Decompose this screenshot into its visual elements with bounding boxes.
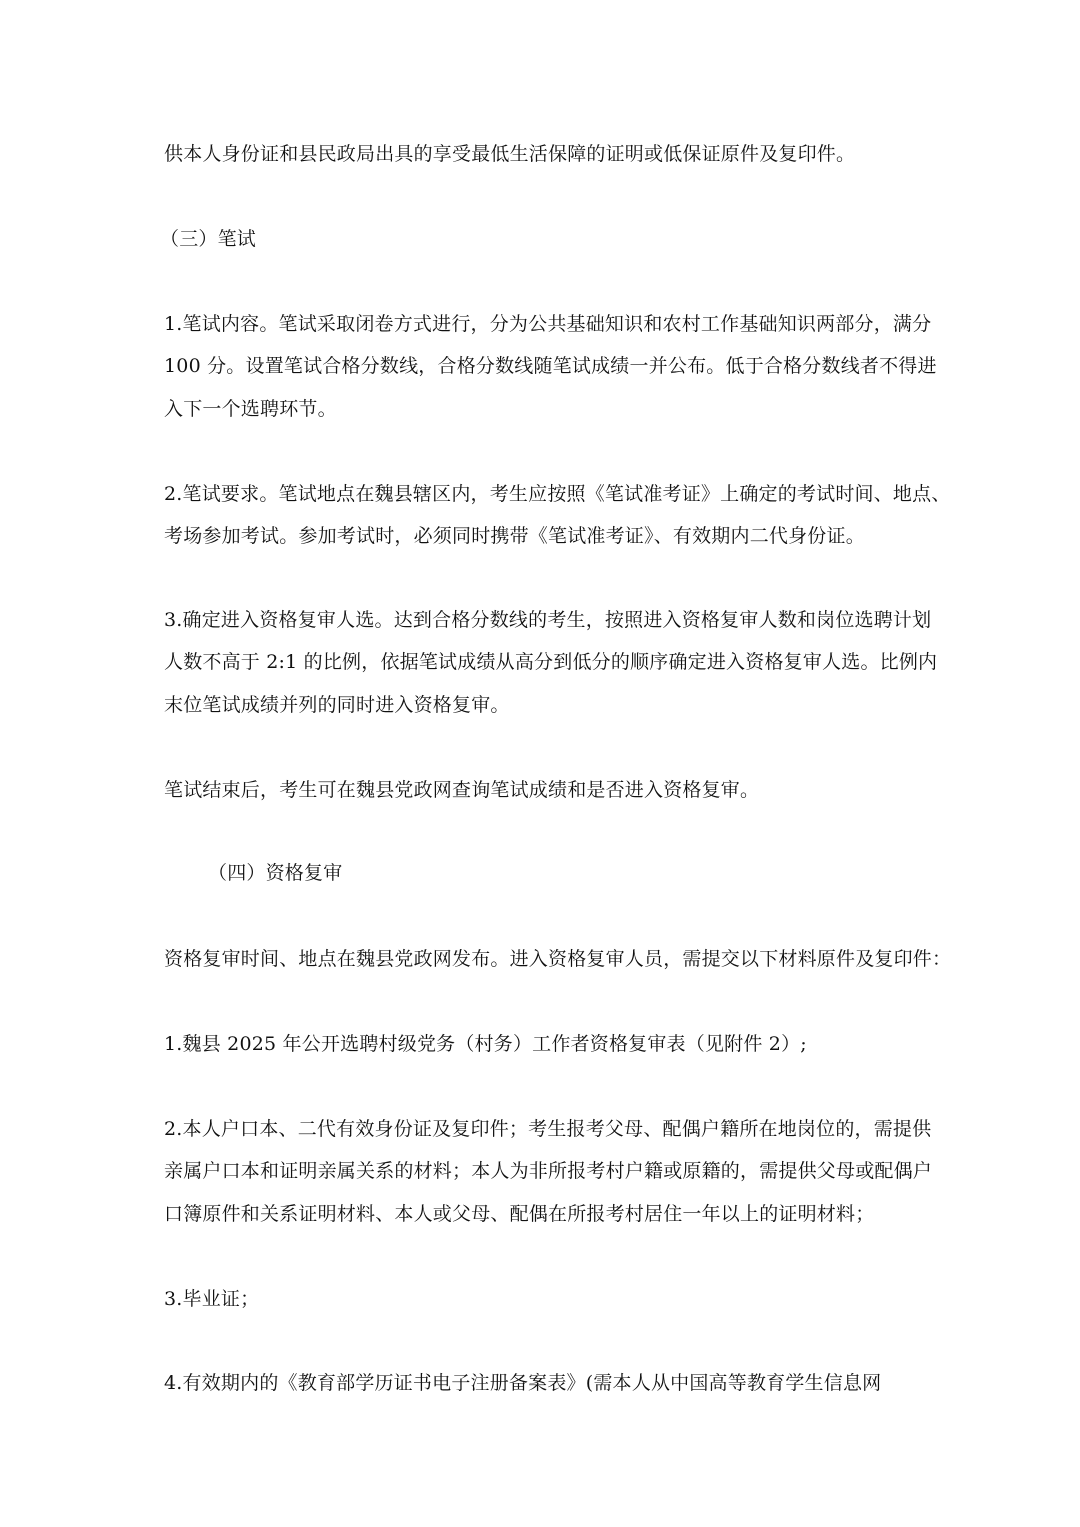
- paragraph-1-line-1: 1.笔试内容。笔试采取闭卷方式进行，分为公共基础知识和农村工作基础知识两部分，满分: [164, 313, 932, 335]
- paragraph-3-line-1: 3.确定进入资格复审人选。达到合格分数线的考生，按照进入资格复审人数和岗位选聘计划: [164, 609, 932, 631]
- list-item-1: 1.魏县 2025 年公开选聘村级党务（村务）工作者资格复审表（见附件 2）;: [164, 1033, 807, 1055]
- paragraph-3-line-2: 人数不高于 2:1 的比例，依据笔试成绩从高分到低分的顺序确定进入资格复审人选。比例内: [164, 651, 938, 673]
- list-item-2-line-1: 2.本人户口本、二代有效身份证及复印件；考生报考父母、配偶户籍所在地岗位的，需提供: [164, 1118, 932, 1140]
- paragraph-2-line-2: 考场参加考试。参加考试时，必须同时携带《笔试准考证》、有效期内二代身份证。: [164, 525, 865, 547]
- paragraph-3-line-3: 末位笔试成绩并列的同时进入资格复审。: [164, 694, 510, 716]
- list-item-3: 3.毕业证；: [164, 1288, 260, 1310]
- intro-text: 供本人身份证和县民政局出具的享受最低生活保障的证明或低保证原件及复印件。: [164, 143, 856, 165]
- paragraph-4: 笔试结束后，考生可在魏县党政网查询笔试成绩和是否进入资格复审。: [164, 779, 760, 801]
- list-item-2-line-2: 亲属户口本和证明亲属关系的材料；本人为非所报考村户籍或原籍的，需提供父母或配偶户: [164, 1160, 933, 1182]
- paragraph-1-line-2: 100 分。设置笔试合格分数线，合格分数线随笔试成绩一并公布。低于合格分数线者不得进: [164, 355, 937, 377]
- section-4-title: （四）资格复审: [208, 862, 343, 884]
- paragraph-2-line-1: 2.笔试要求。笔试地点在魏县辖区内，考生应按照《笔试准考证》上确定的考试时间、地点、: [164, 483, 951, 505]
- list-item-4: 4.有效期内的《教育部学历证书电子注册备案表》(需本人从中国高等教育学生信息网: [164, 1372, 882, 1394]
- paragraph-5: 资格复审时间、地点在魏县党政网发布。进入资格复审人员，需提交以下材料原件及复印件：: [164, 948, 952, 970]
- section-3-title: （三）笔试: [160, 228, 257, 250]
- paragraph-1-line-3: 入下一个选聘环节。: [164, 398, 337, 420]
- list-item-2-line-3: 口簿原件和关系证明材料、本人或父母、配偶在所报考村居住一年以上的证明材料；: [164, 1203, 875, 1225]
